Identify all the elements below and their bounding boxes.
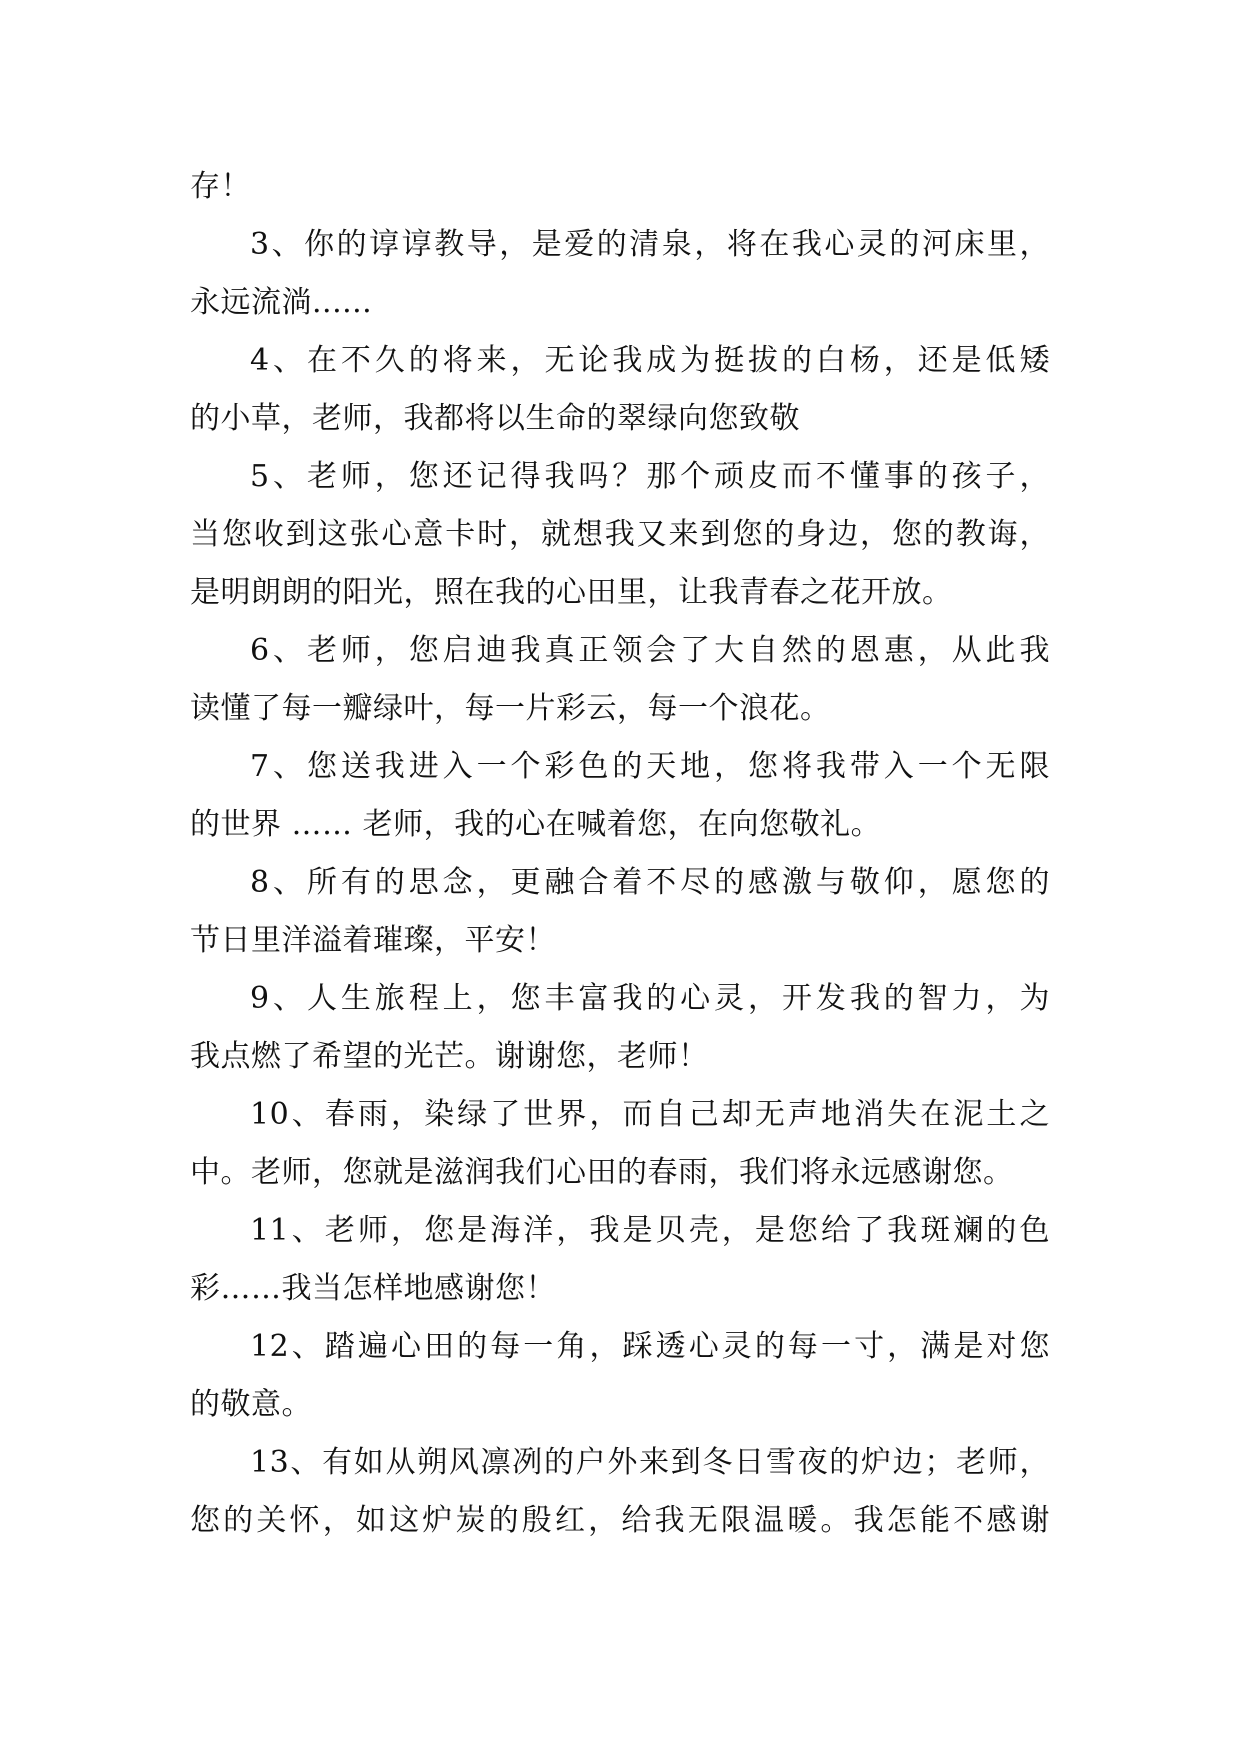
text-line: 7、您送我进入一个彩色的天地，您将我带入一个无限 [250,749,1050,784]
text-line: 4、在不久的将来，无论我成为挺拔的白杨，还是低矮 [250,343,1050,378]
text-line: 9、人生旅程上，您丰富我的心灵，开发我的智力，为 [250,981,1050,1016]
text-line: 存！ [190,169,251,204]
text-line: 5、老师，您还记得我吗？那个顽皮而不懂事的孩子， [250,459,1050,494]
text-line: 的敬意。 [190,1387,312,1422]
document-body [190,158,1050,1550]
text-line: 11、老师，您是海洋，我是贝壳，是您给了我斑斓的色 [250,1213,1050,1248]
text-line: 节日里洋溢着璀璨，平安！ [190,923,556,958]
text-line: 永远流淌...... [190,285,373,320]
text-line: 的世界 …… 老师，我的心在喊着您，在向您敬礼。 [190,807,882,842]
text-line: 当您收到这张心意卡时，就想我又来到您的身边，您的教诲， [190,517,1050,552]
text-line: 3、你的谆谆教导，是爱的清泉，将在我心灵的河床里， [250,227,1050,262]
text-line: 我点燃了希望的光芒。谢谢您，老师！ [190,1039,709,1074]
text-line: 中。老师，您就是滋润我们心田的春雨，我们将永远感谢您。 [190,1155,1014,1190]
text-line: 彩……我当怎样地感谢您！ [190,1271,556,1306]
text-line: 的小草，老师，我都将以生命的翠绿向您致敬 [190,401,800,436]
text-line: 读懂了每一瓣绿叶，每一片彩云，每一个浪花。 [190,691,831,726]
text-line: 是明朗朗的阳光，照在我的心田里，让我青春之花开放。 [190,575,953,610]
text-line: 12、踏遍心田的每一角，踩透心灵的每一寸，满是对您 [250,1329,1050,1364]
text-line: 10、春雨，染绿了世界，而自己却无声地消失在泥土之 [250,1097,1050,1132]
text-line: 6、老师，您启迪我真正领会了大自然的恩惠，从此我 [250,633,1050,668]
text-line: 您的关怀，如这炉炭的殷红，给我无限温暖。我怎能不感谢 [190,1503,1050,1538]
text-line: 13、有如从朔风凛冽的户外来到冬日雪夜的炉边；老师， [250,1445,1050,1480]
text-line: 8、所有的思念，更融合着不尽的感激与敬仰，愿您的 [250,865,1050,900]
